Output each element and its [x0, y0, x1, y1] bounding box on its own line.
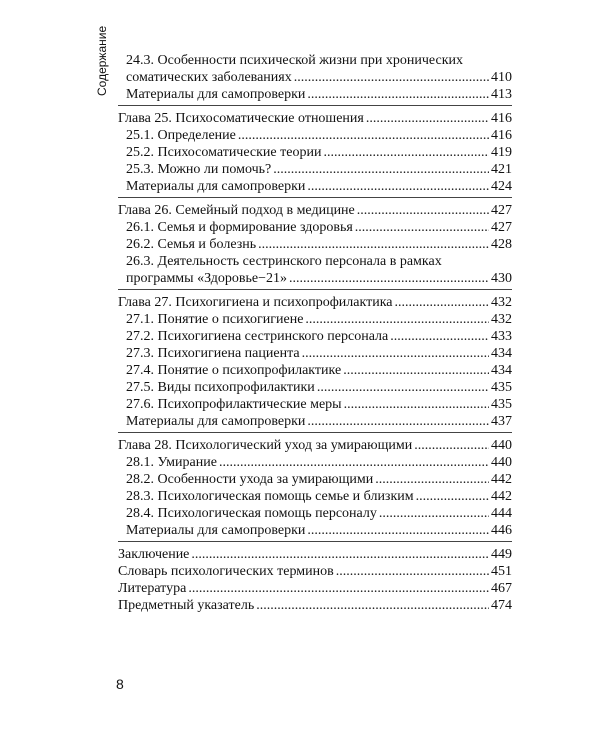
toc-page-number: 442 [491, 472, 512, 487]
dot-leader [273, 161, 489, 178]
toc-page-number: 442 [491, 489, 512, 504]
toc-page-number: 474 [491, 598, 512, 613]
toc-page-number: 444 [491, 506, 512, 521]
toc-glossary[interactable] [118, 563, 512, 580]
toc-entry-label: 25.2. Психосоматические теории [126, 145, 322, 160]
toc-entry-label: программы «Здоровье−21» [126, 271, 287, 286]
dot-leader [317, 379, 489, 396]
dot-leader [188, 580, 489, 597]
toc-page-number: 421 [491, 162, 512, 177]
toc-chapter-25[interactable] [118, 110, 512, 127]
toc-entry-label: 25.3. Можно ли помочь? [126, 162, 272, 177]
toc-entry-label: Материалы для самопроверки [126, 87, 306, 102]
dot-leader [307, 522, 489, 539]
dot-leader [305, 311, 489, 328]
dot-leader [343, 362, 489, 379]
toc-entry-label: Заключение [118, 547, 190, 562]
toc-page-number: 430 [491, 271, 512, 286]
dot-leader [366, 110, 489, 127]
toc-entry-28-2[interactable] [118, 471, 512, 488]
dot-leader [256, 597, 489, 614]
toc-entry-27-4[interactable] [118, 362, 512, 379]
toc-page-number: 427 [491, 203, 512, 218]
toc-entry-label: соматических заболеваниях [126, 70, 292, 85]
toc-entry-28-4[interactable] [118, 505, 512, 522]
dot-leader [375, 471, 489, 488]
toc-entry-26-1[interactable] [118, 219, 512, 236]
dot-leader [416, 488, 489, 505]
toc-entry-28-3[interactable] [118, 488, 512, 505]
toc-entry-label: 26.1. Семья и формирование здоровья [126, 220, 353, 235]
toc-chapter-label: Глава 25. Психосоматические отношения [118, 111, 364, 126]
toc-page-number: 440 [491, 438, 512, 453]
dot-leader [307, 178, 489, 195]
dot-leader [191, 546, 489, 563]
dot-leader [307, 413, 489, 430]
toc-page-number: 427 [491, 220, 512, 235]
toc-page-number: 410 [491, 70, 512, 85]
dot-leader [355, 219, 489, 236]
toc-entry-27-3[interactable] [118, 345, 512, 362]
toc-page-number: 416 [491, 111, 512, 126]
dot-leader [390, 328, 489, 345]
toc-entry-label: Литература [118, 581, 187, 596]
page-number: 8 [116, 676, 124, 692]
toc-entry-26-2[interactable] [118, 236, 512, 253]
table-of-contents [118, 52, 512, 616]
toc-entry-label: 27.5. Виды психопрофилактики [126, 380, 315, 395]
toc-group-chapter-24 [118, 52, 512, 106]
dot-leader [294, 69, 489, 86]
toc-entry-24-3-line1: 24.3. Особенности психической жизни при хронических [126, 53, 463, 68]
toc-entry-25-1[interactable] [118, 127, 512, 144]
toc-entry-label: 28.1. Умирание [126, 455, 217, 470]
toc-subject-index[interactable] [118, 597, 512, 614]
toc-entry-label: Материалы для самопроверки [126, 523, 306, 538]
dot-leader [414, 437, 489, 454]
toc-entry-label: 28.2. Особенности ухода за умирающими [126, 472, 374, 487]
toc-entry-label: 27.1. Понятие о психогигиене [126, 312, 304, 327]
toc-page-number: 416 [491, 128, 512, 143]
toc-page-number: 437 [491, 414, 512, 429]
toc-page-number: 435 [491, 380, 512, 395]
toc-entry-label: 28.3. Психологическая помощь семье и близким [126, 489, 414, 504]
toc-page-number: 434 [491, 346, 512, 361]
toc-page-number: 432 [491, 295, 512, 310]
toc-page-number: 424 [491, 179, 512, 194]
dot-leader [238, 127, 489, 144]
toc-entry-label: Предметный указатель [118, 598, 255, 613]
toc-entry-26-3[interactable] [118, 270, 512, 287]
toc-chapter-28[interactable] [118, 437, 512, 454]
toc-page-number: 433 [491, 329, 512, 344]
toc-group-chapter-25 [118, 110, 512, 198]
dot-leader [336, 563, 489, 580]
dot-leader [379, 505, 489, 522]
dot-leader [302, 345, 489, 362]
toc-page-number: 446 [491, 523, 512, 538]
toc-entry-27-6[interactable] [118, 396, 512, 413]
toc-entry-self-check-28[interactable] [118, 522, 512, 539]
toc-conclusion[interactable] [118, 546, 512, 563]
toc-entry-28-1[interactable] [118, 454, 512, 471]
dot-leader [323, 144, 489, 161]
toc-entry-self-check-25[interactable] [118, 178, 512, 195]
dot-leader [219, 454, 489, 471]
dot-leader [307, 86, 489, 103]
toc-group-chapter-26 [118, 202, 512, 290]
toc-page-number: 432 [491, 312, 512, 327]
toc-entry-25-2[interactable] [118, 144, 512, 161]
toc-chapter-label: Глава 27. Психогигиена и психопрофилактика [118, 295, 393, 310]
toc-page-number: 440 [491, 455, 512, 470]
toc-entry-26-3-line1: 26.3. Деятельность сестринского персонала в рамках [126, 254, 442, 269]
toc-entry-self-check-27[interactable] [118, 413, 512, 430]
dot-leader [395, 294, 490, 311]
toc-chapter-label: Глава 28. Психологический уход за умирающими [118, 438, 413, 453]
toc-entry-label: 26.2. Семья и болезнь [126, 237, 257, 252]
toc-group-back-matter [118, 546, 512, 616]
toc-entry-label: Материалы для самопроверки [126, 179, 306, 194]
toc-references[interactable] [118, 580, 512, 597]
toc-page-number: 434 [491, 363, 512, 378]
toc-page-number: 467 [491, 581, 512, 596]
toc-page-number: 449 [491, 547, 512, 562]
dot-leader [289, 270, 489, 287]
toc-entry-self-check-24[interactable] [118, 86, 512, 103]
toc-entry-25-3[interactable] [118, 161, 512, 178]
toc-entry-27-1[interactable] [118, 311, 512, 328]
toc-entry-label: 27.3. Психогигиена пациента [126, 346, 300, 361]
toc-entry-label: Словарь психологических терминов [118, 564, 334, 579]
toc-entry-label: 28.4. Психологическая помощь персоналу [126, 506, 377, 521]
toc-group-chapter-27 [118, 294, 512, 433]
toc-entry-label: Материалы для самопроверки [126, 414, 306, 429]
toc-entry-label: 27.6. Психопрофилактические меры [126, 397, 342, 412]
dot-leader [357, 202, 489, 219]
toc-group-chapter-28 [118, 437, 512, 542]
toc-page-number: 413 [491, 87, 512, 102]
toc-chapter-26[interactable] [118, 202, 512, 219]
toc-page-number: 428 [491, 237, 512, 252]
toc-entry-27-5[interactable] [118, 379, 512, 396]
dot-leader [344, 396, 489, 413]
toc-entry-label: 27.2. Психогигиена сестринского персонала [126, 329, 389, 344]
toc-entry-24-3[interactable] [118, 69, 512, 86]
toc-chapter-27[interactable] [118, 294, 512, 311]
toc-page-number: 419 [491, 145, 512, 160]
toc-entry-27-2[interactable] [118, 328, 512, 345]
toc-entry-label: 27.4. Понятие о психопрофилактике [126, 363, 342, 378]
dot-leader [258, 236, 489, 253]
running-header-vertical: Содержание [95, 25, 109, 96]
toc-entry-label: 25.1. Определение [126, 128, 236, 143]
toc-page-number: 435 [491, 397, 512, 412]
toc-chapter-label: Глава 26. Семейный подход в медицине [118, 203, 355, 218]
toc-page-number: 451 [491, 564, 512, 579]
